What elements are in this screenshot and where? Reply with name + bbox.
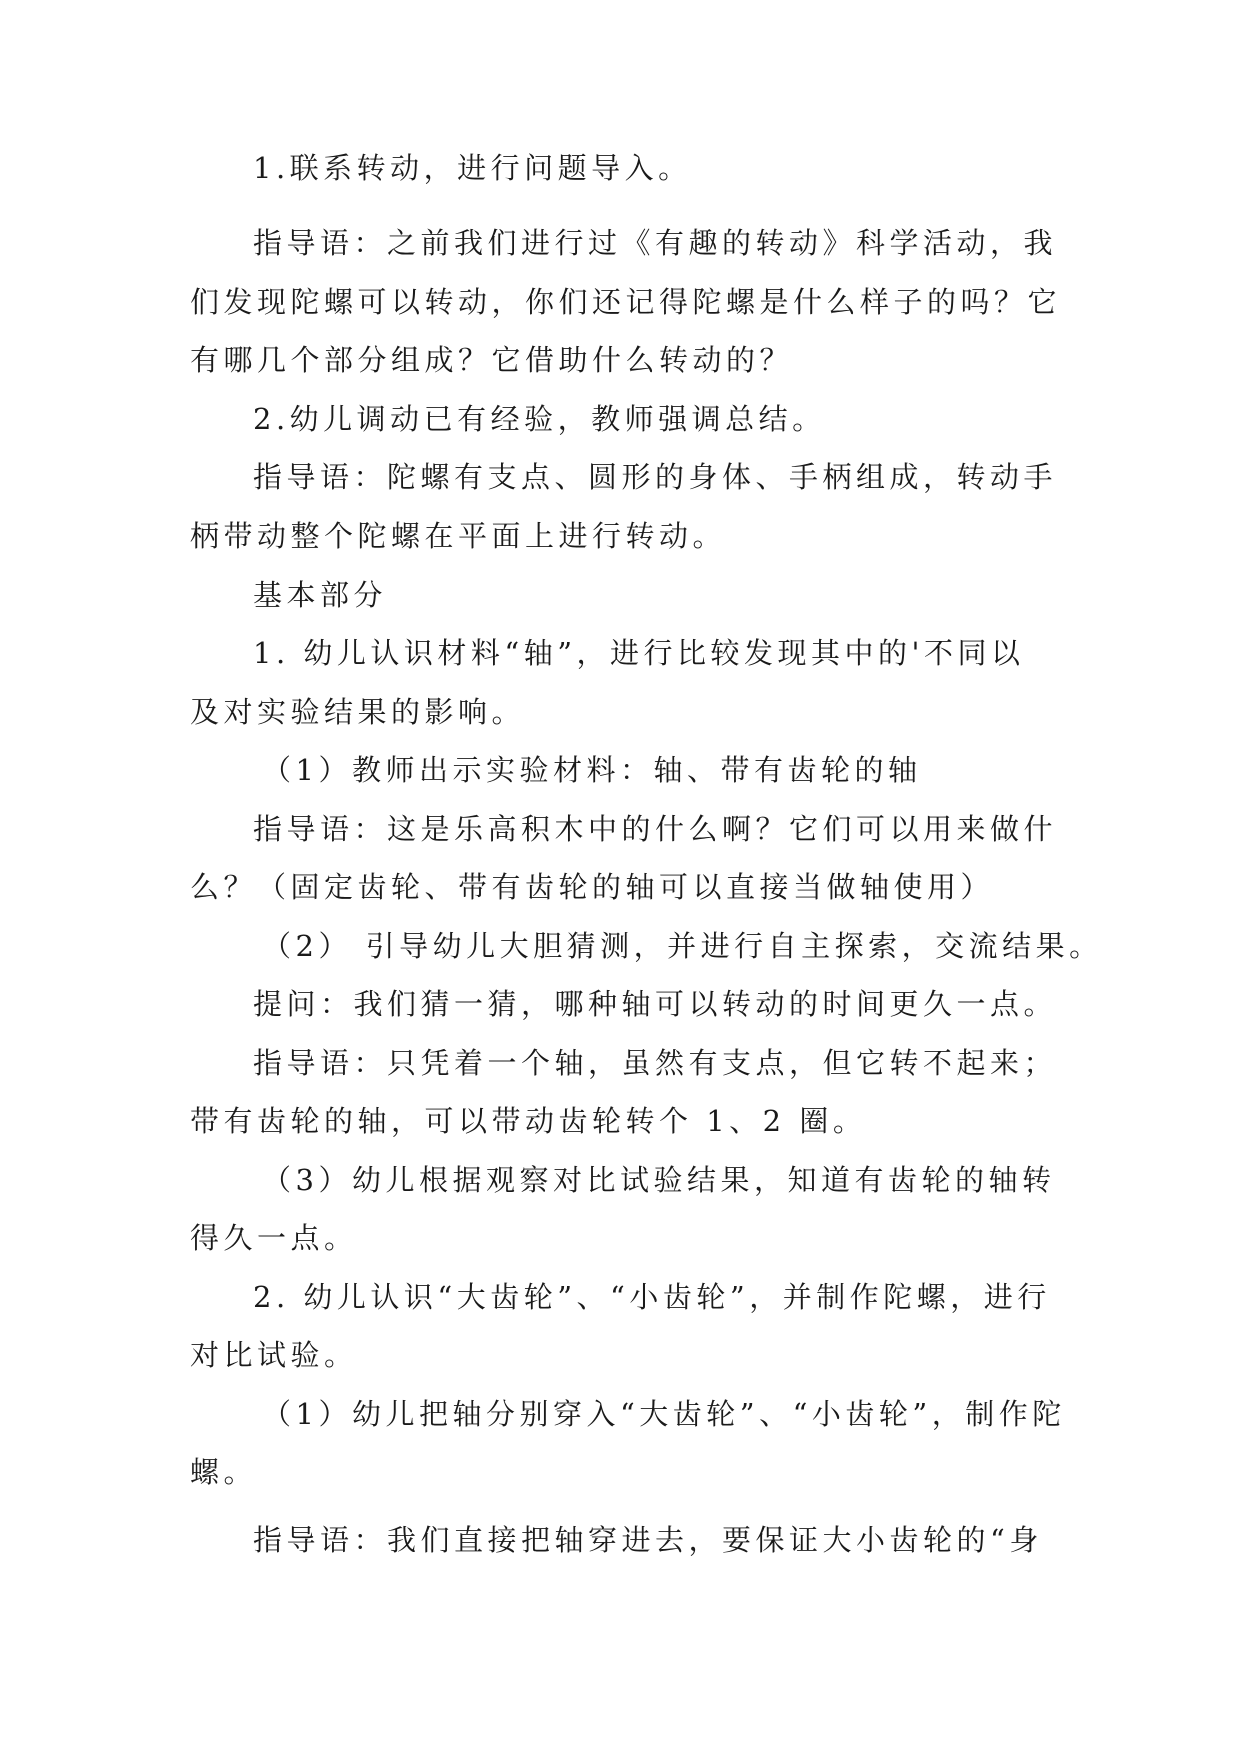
- text-line: 柄带动整个陀螺在平面上进行转动。: [190, 519, 727, 553]
- text-line: 1. 幼儿认识材料“轴”，进行比较发现其中的'不同以: [253, 636, 1025, 670]
- text-line: （2） 引导幼儿大胆猜测，并进行自主探索，交流结果。: [262, 929, 1103, 963]
- text-line: 指导语：这是乐高积木中的什么啊？它们可以用来做什: [253, 812, 1058, 846]
- text-line: 么？（固定齿轮、带有齿轮的轴可以直接当做轴使用）: [190, 870, 995, 904]
- text-line: 2. 幼儿认识“大齿轮”、“小齿轮”，并制作陀螺，进行: [253, 1280, 1051, 1314]
- text-line: 对比试验。: [190, 1338, 358, 1372]
- text-line: 得久一点。: [190, 1221, 358, 1255]
- text-line: 带有齿轮的轴，可以带动齿轮转个 1、2 圈。: [190, 1104, 867, 1138]
- text-line: 指导语：之前我们进行过《有趣的转动》科学活动，我: [253, 226, 1058, 260]
- text-line: 2.幼儿调动已有经验，教师强调总结。: [253, 402, 826, 436]
- text-line: 及对实验结果的影响。: [190, 695, 526, 729]
- text-line: 1.联系转动，进行问题导入。: [253, 151, 692, 185]
- text-line: 提问：我们猜一猜，哪种轴可以转动的时间更久一点。: [253, 987, 1058, 1021]
- text-line: （1）幼儿把轴分别穿入“大齿轮”、“小齿轮”，制作陀: [262, 1397, 1066, 1431]
- text-line: 指导语：只凭着一个轴，虽然有支点，但它转不起来；: [253, 1046, 1058, 1080]
- text-line: 们发现陀螺可以转动，你们还记得陀螺是什么样子的吗？它: [190, 285, 1062, 319]
- text-line: （1）教师出示实验材料：轴、带有齿轮的轴: [262, 753, 922, 787]
- text-line: 螺。: [190, 1455, 258, 1489]
- text-line: （3）幼儿根据观察对比试验结果，知道有齿轮的轴转: [262, 1163, 1056, 1197]
- text-line: 指导语：陀螺有支点、圆形的身体、手柄组成，转动手: [253, 460, 1058, 494]
- text-line: 有哪几个部分组成？它借助什么转动的？: [190, 343, 794, 377]
- section-heading: 基本部分: [253, 578, 388, 612]
- text-line: 指导语：我们直接把轴穿进去，要保证大小齿轮的“身: [253, 1523, 1043, 1557]
